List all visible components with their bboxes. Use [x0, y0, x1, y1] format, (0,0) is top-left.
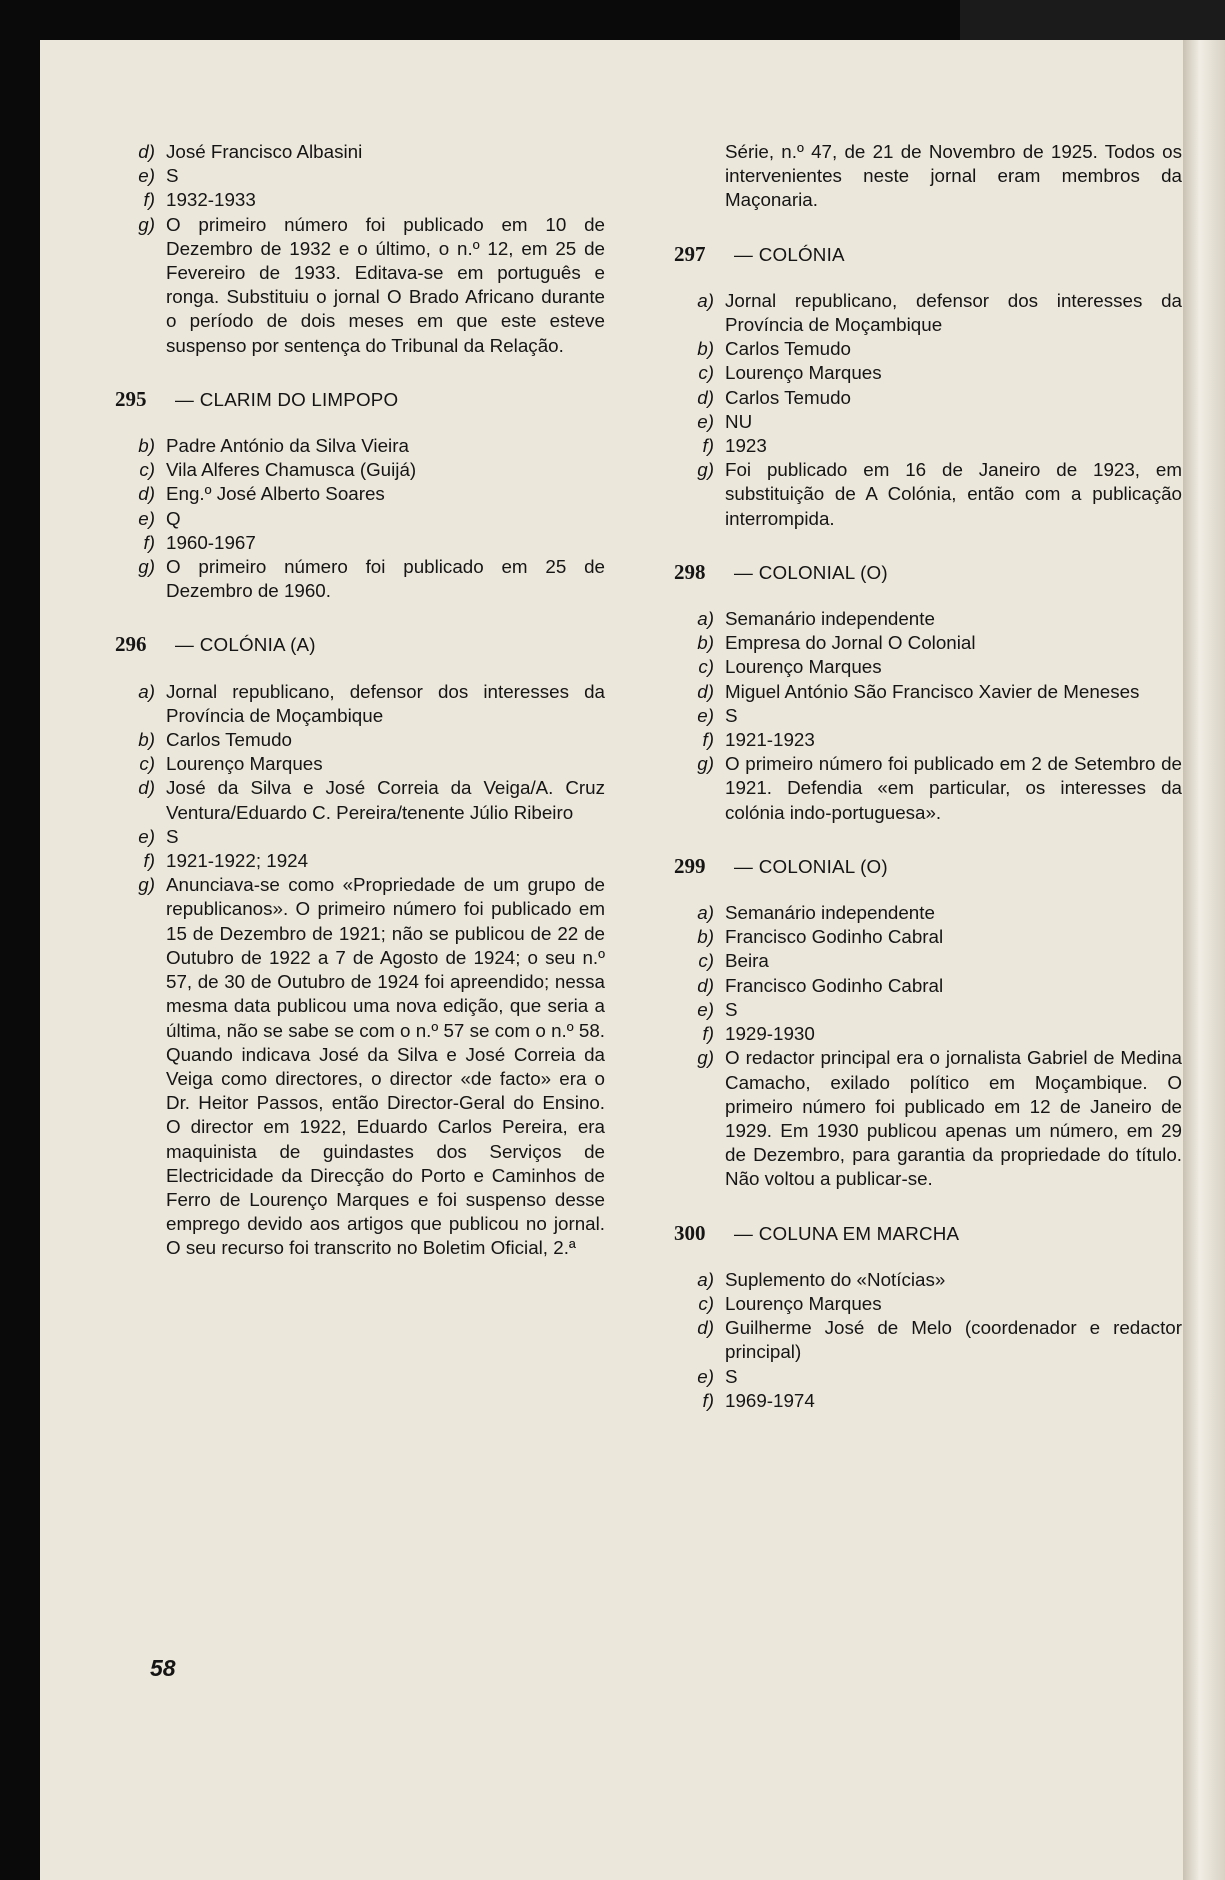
entry-item: g) Foi publicado em 16 de Janeiro de 1923, em substituição de A Colónia, então com a publicação interrompida.: [697, 459, 1182, 529]
entry-continuation: Série, n.º 47, de 21 de Novembro de 1925. Todos os intervenientes neste jornal eram membros da Maçonaria.: [725, 141, 1182, 211]
entry-heading-300: 300 — COLUNA EM MARCHA: [674, 1220, 960, 1245]
entry-item: b) Carlos Temudo: [138, 729, 292, 751]
entry-number: 298: [674, 559, 706, 584]
entry-item: f) 1969-1974: [702, 1389, 815, 1411]
entry-heading-298: 298 — COLONIAL (O): [674, 559, 888, 584]
entry-number: 300: [674, 1220, 706, 1245]
entry-item: a) Jornal republicano, defensor dos interesses da Província de Moçambique: [138, 680, 605, 726]
entry-item: d) Eng.º José Alberto Soares: [138, 483, 385, 505]
entry-item: d) Guilherme José de Melo (coordenador e redactor principal): [697, 1317, 1182, 1363]
entry-item: f) 1921-1923: [702, 729, 815, 751]
entry-heading-299: 299 — COLONIAL (O): [674, 853, 888, 878]
entry-heading-297: 297 — COLÓNIA: [674, 241, 845, 266]
entry-number: 299: [674, 853, 706, 878]
entry-item: d) José Francisco Albasini: [138, 141, 363, 162]
entry-item: g) Anunciava-se como «Propriedade de um grupo de republicanos». O primeiro número foi publicado em 15 de Dezembro de 1921; não se publicou de 22 de Outubro de 1922 a 7 de Agosto de 1924; o seu n.º 57, de 30 de Outubro de 1924 foi apreendido; nessa mesma data publicou uma nova edição, que seria a última, não se sabe se com o n.º 57 se com o n.º 58. Quando indicava José da Silva e José Correia da Veiga como directores, o director «de facto» era o Dr. Heitor Passos, então Director-Geral do Ensino. O director em 1922, Eduardo Carlos Pereira, era maquinista de guindastes dos Serviços de Electricidade da Direcção do Porto e Caminhos de Ferro de Lourenço Marques e foi suspenso desse emprego devido aos artigos que publicou no jornal. O seu recurso foi transcrito no Boletim Oficial, 2.ª: [138, 874, 605, 1259]
entry-item: a) Suplemento do «Notícias»: [697, 1268, 946, 1290]
entry-item: e) S: [138, 165, 179, 187]
entry-item: b) Empresa do Jornal O Colonial: [697, 632, 976, 654]
entry-title: CLARIM DO LIMPOPO: [199, 388, 399, 410]
page-number: 58: [150, 1655, 176, 1681]
entry-item: e) S: [697, 1365, 738, 1387]
entry-title: COLÓNIA (A): [199, 634, 316, 656]
entry-item: f) 1960-1967: [143, 531, 256, 553]
entry-item: f) 1929-1930: [702, 1023, 815, 1045]
entry-title: COLUNA EM MARCHA: [758, 1222, 960, 1244]
scan-edge: [960, 0, 1225, 40]
entry-item: b) Padre António da Silva Vieira: [138, 435, 409, 457]
entry-item: c) Vila Alferes Chamusca (Guijá): [139, 459, 417, 481]
entry-item: c) Lourenço Marques: [698, 1292, 882, 1314]
entry-item: e) S: [697, 704, 738, 726]
page-gutter: [1183, 40, 1225, 1880]
entry-title: COLÓNIA: [758, 243, 845, 265]
entry-item: g) O primeiro número foi publicado em 25 de Dezembro de 1960.: [138, 556, 605, 602]
entry-item: e) NU: [697, 410, 753, 432]
entry-item: f) 1932-1933: [143, 189, 256, 211]
entry-item: g) O primeiro número foi publicado em 10 de Dezembro de 1932 e o último, o n.º 12, em 25 de Fevereiro de 1933. Editava-se em português e ronga. Substituiu o jornal O Brado Africano durante o período de dois meses em que este esteve suspenso por sentença do Tribunal da Relação.: [138, 213, 605, 356]
entry-item: b) Carlos Temudo: [697, 338, 851, 360]
entry-item: a) Jornal republicano, defensor dos interesses da Província de Moçambique: [697, 289, 1182, 336]
entry-item: c) Lourenço Marques: [698, 362, 882, 384]
entry-item: d) Carlos Temudo: [697, 386, 851, 408]
entry-number: 295: [115, 386, 147, 411]
entry-item: e) S: [697, 998, 738, 1020]
entry-item: e) S: [138, 825, 179, 847]
entry-item: g) O primeiro número foi publicado em 2 de Setembro de 1921. Defendia «em particular, os interesses da colónia indo-portuguesa».: [697, 753, 1182, 823]
entry-item: c) Beira: [698, 950, 769, 972]
entry-title: COLONIAL (O): [758, 855, 888, 877]
entry-item: f) 1923: [702, 435, 767, 457]
entry-item: e) Q: [138, 507, 181, 529]
entry-item: c) Lourenço Marques: [698, 656, 882, 678]
entry-heading-296: 296 — COLÓNIA (A): [115, 632, 316, 657]
entry-item: d) José da Silva e José Correia da Veiga/A. Cruz Ventura/Eduardo C. Pereira/tenente Júlio Ribeiro: [138, 777, 605, 823]
entry-heading-295: 295 — CLARIM DO LIMPOPO: [115, 386, 399, 411]
entry-item: d) Miguel António São Francisco Xavier de Meneses: [697, 680, 1140, 702]
entry-item: f) 1921-1922; 1924: [143, 850, 309, 872]
entry-item: c) Lourenço Marques: [139, 753, 323, 775]
right-column: [674, 140, 1182, 1413]
entry-number: 296: [115, 632, 147, 657]
entry-item: b) Francisco Godinho Cabral: [697, 926, 944, 948]
entry-number: 297: [674, 241, 706, 266]
left-column: [115, 140, 605, 1261]
entry-item: g) O redactor principal era o jornalista Gabriel de Medina Camacho, exilado político em Moçambique. O primeiro número foi publicado em 12 de Janeiro de 1929. Em 1930 publicou apenas um número, em 29 de Dezembro, para garantia da propriedade do título. Não voltou a publicar-se.: [697, 1047, 1182, 1190]
entry-item: a) Semanário independente: [697, 608, 935, 630]
entry-item: a) Semanário independente: [697, 902, 935, 924]
entry-item: d) Francisco Godinho Cabral: [697, 974, 944, 996]
entry-title: COLONIAL (O): [758, 561, 888, 583]
